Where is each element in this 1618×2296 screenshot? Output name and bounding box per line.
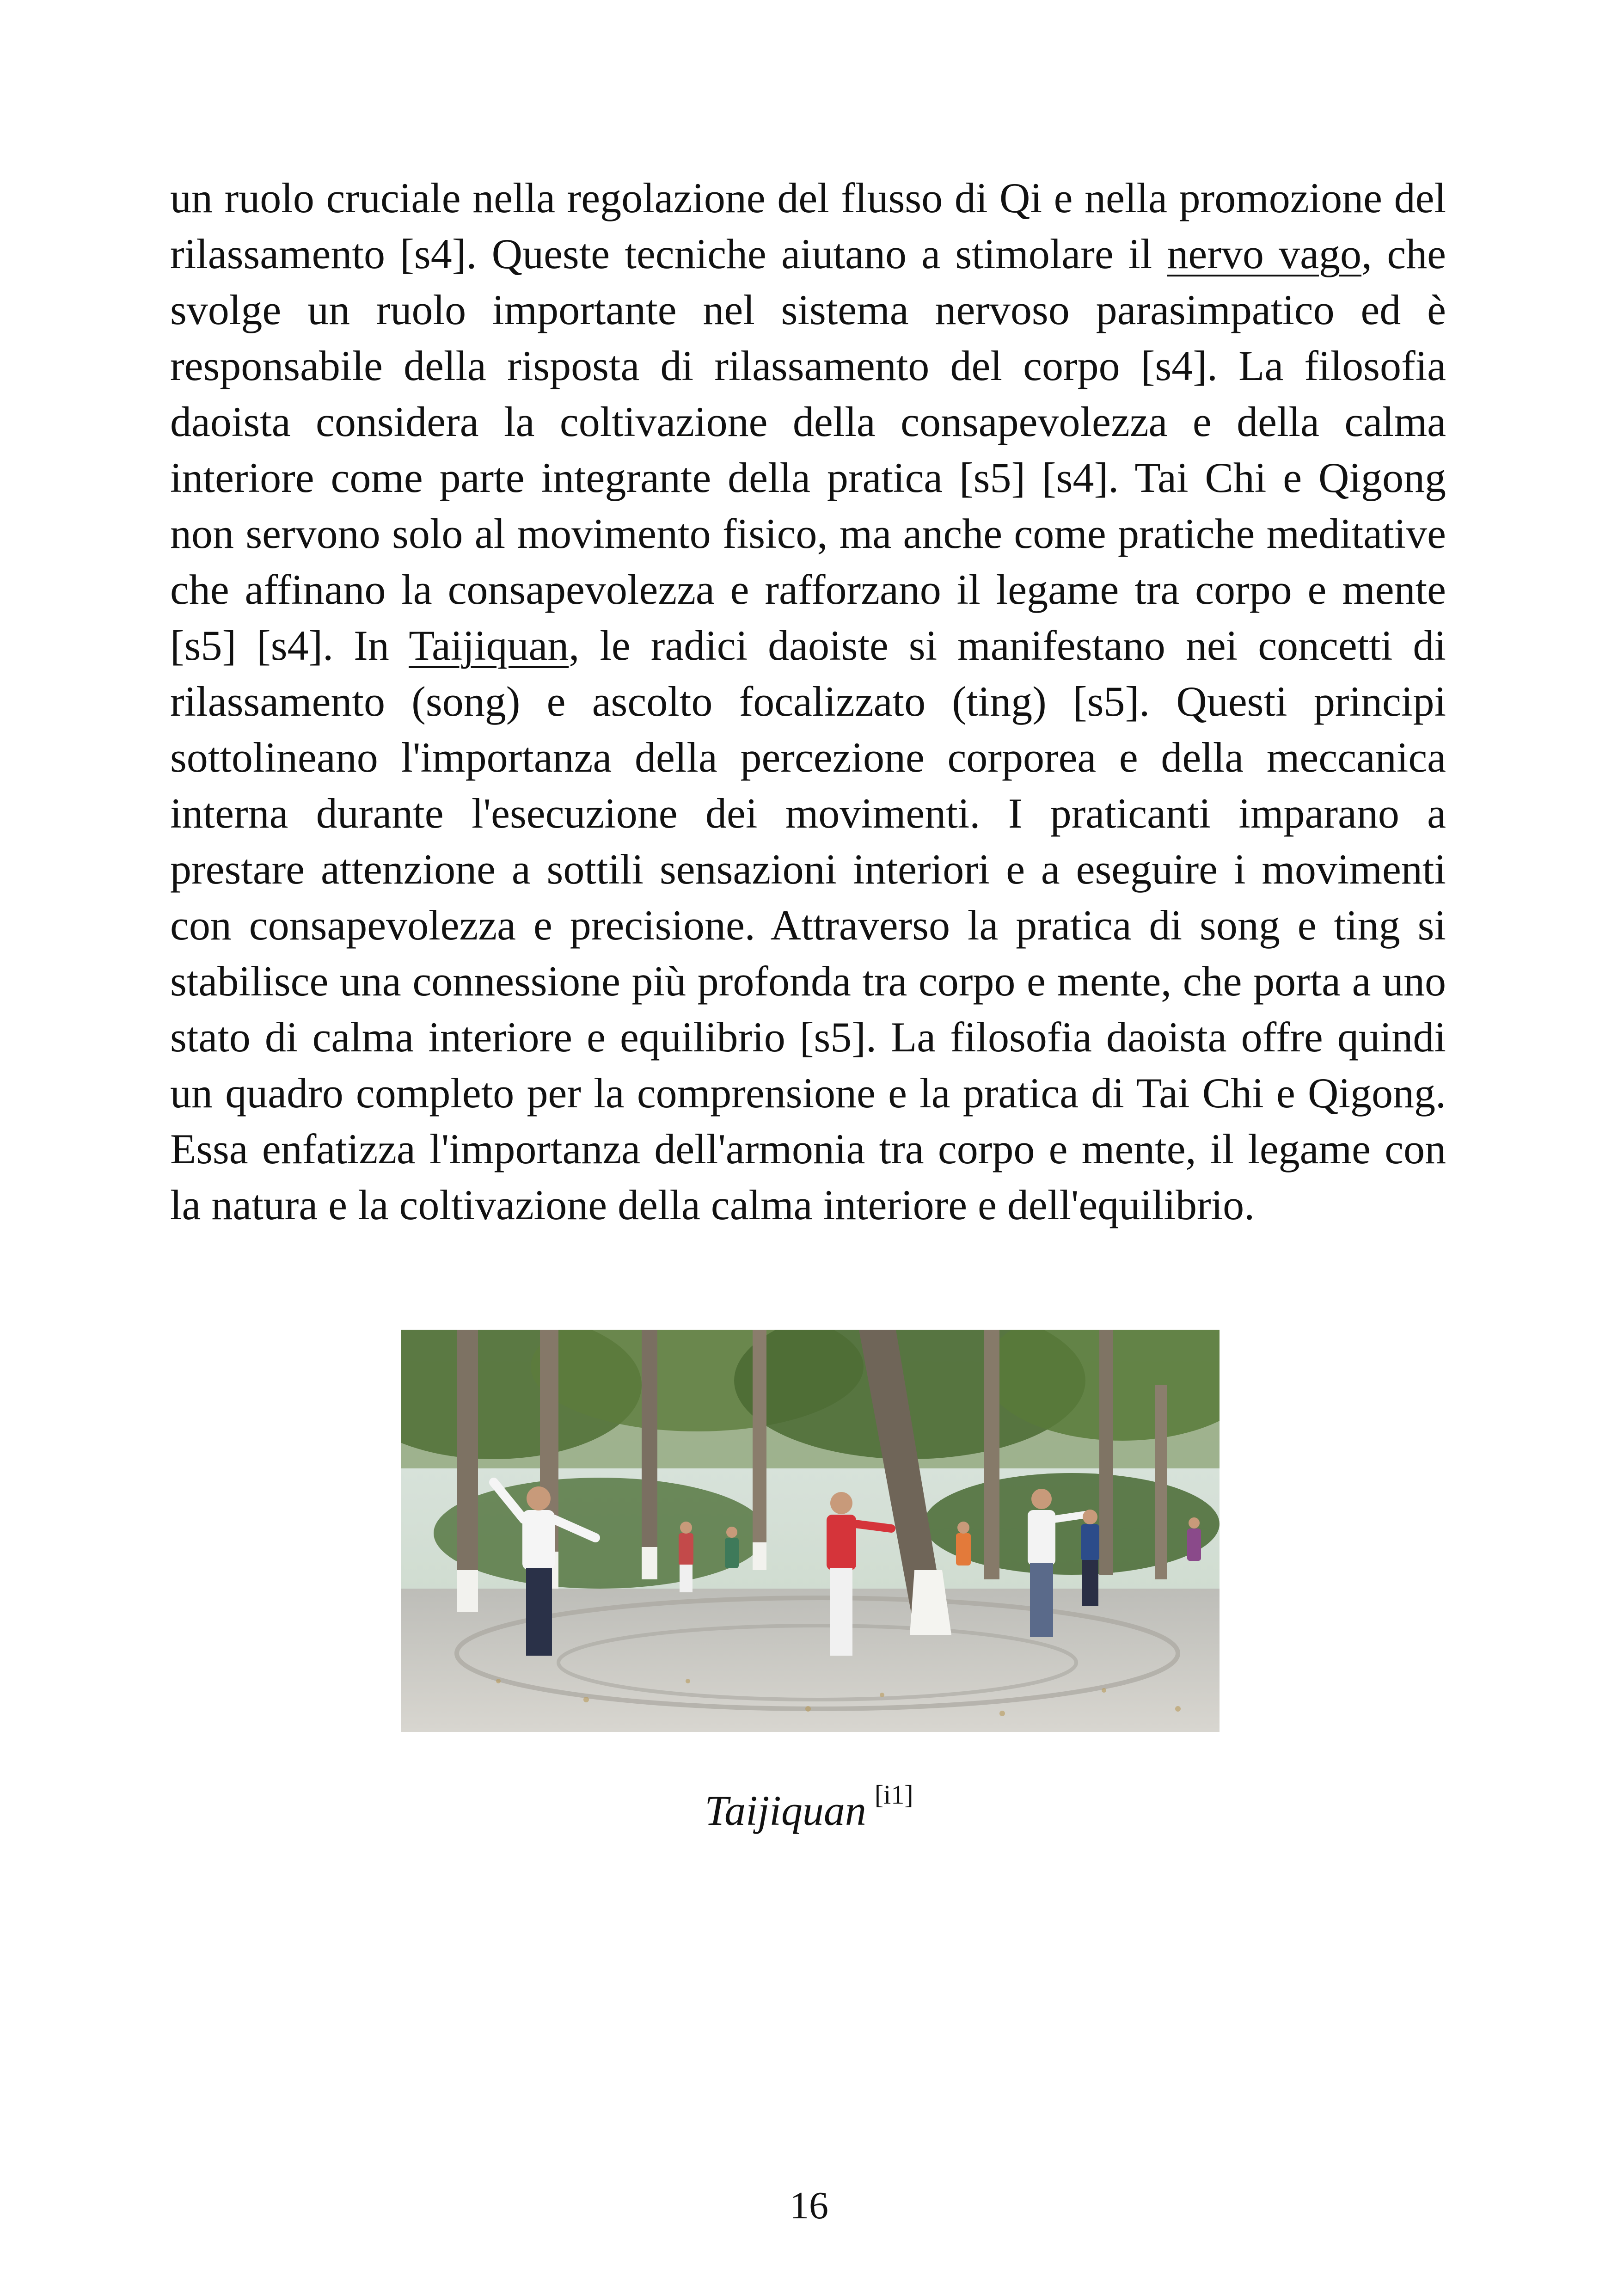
- body-text-part-2: , che svolge un ruolo importante nel sistema nervoso parasimpatico ed è responsabile della risposta di rilassamento del corpo [s4]. La filosofia daoista considera la coltivazione della consapevolezza e della calma interiore come parte integrante della pratica [s5] [s4]. Tai Chi e Qigong non servono solo al movimento fisico, ma anche come pratiche meditative che affinano la consapevolezza e rafforzano il legame tra corpo e mente [s5] [s4]. In: [170, 230, 1446, 669]
- body-text-part-1: un ruolo cruciale nella regolazione del flusso di Qi e nella promozione del rilassamento [s4]. Queste tecniche aiutano a stimolare il: [170, 174, 1446, 277]
- body-paragraph: [170, 170, 1446, 1233]
- figure-reference[interactable]: [i1]: [874, 1780, 913, 1810]
- page-number: 16: [790, 2184, 828, 2227]
- body-text-part-3: , le radici daoiste si manifestano nei concetti di rilassamento (song) e ascolto focalizzato (ting) [s5]. Questi principi sottolineano l'importanza della percezione corporea e della meccanica interna durante l'esecuzione dei movimenti. I praticanti imparano a prestare attenzione a sottili sensazioni interiori e a eseguire i movimenti con consapevolezza e precisione. Attraverso la pratica di song e ting si stabilisce una connessione più profonda tra corpo e mente, che porta a uno stato di calma interiore e equilibrio [s5]. La filosofia daoista offre quindi un quadro completo per la comprensione e la pratica di Tai Chi e Qigong. Essa enfatizza l'importanza dell'armonia tra corpo e mente, il legame con la natura e la coltivazione della calma interiore e dell'equilibrio.: [170, 622, 1446, 1228]
- link-nervo-vago[interactable]: nervo vago: [1167, 230, 1362, 277]
- figure-photo: [401, 1330, 1220, 1732]
- figure-caption: [0, 1779, 1618, 1835]
- link-taijiquan[interactable]: Taijiquan: [409, 622, 569, 669]
- figure-caption-text: Taijiquan: [705, 1787, 866, 1834]
